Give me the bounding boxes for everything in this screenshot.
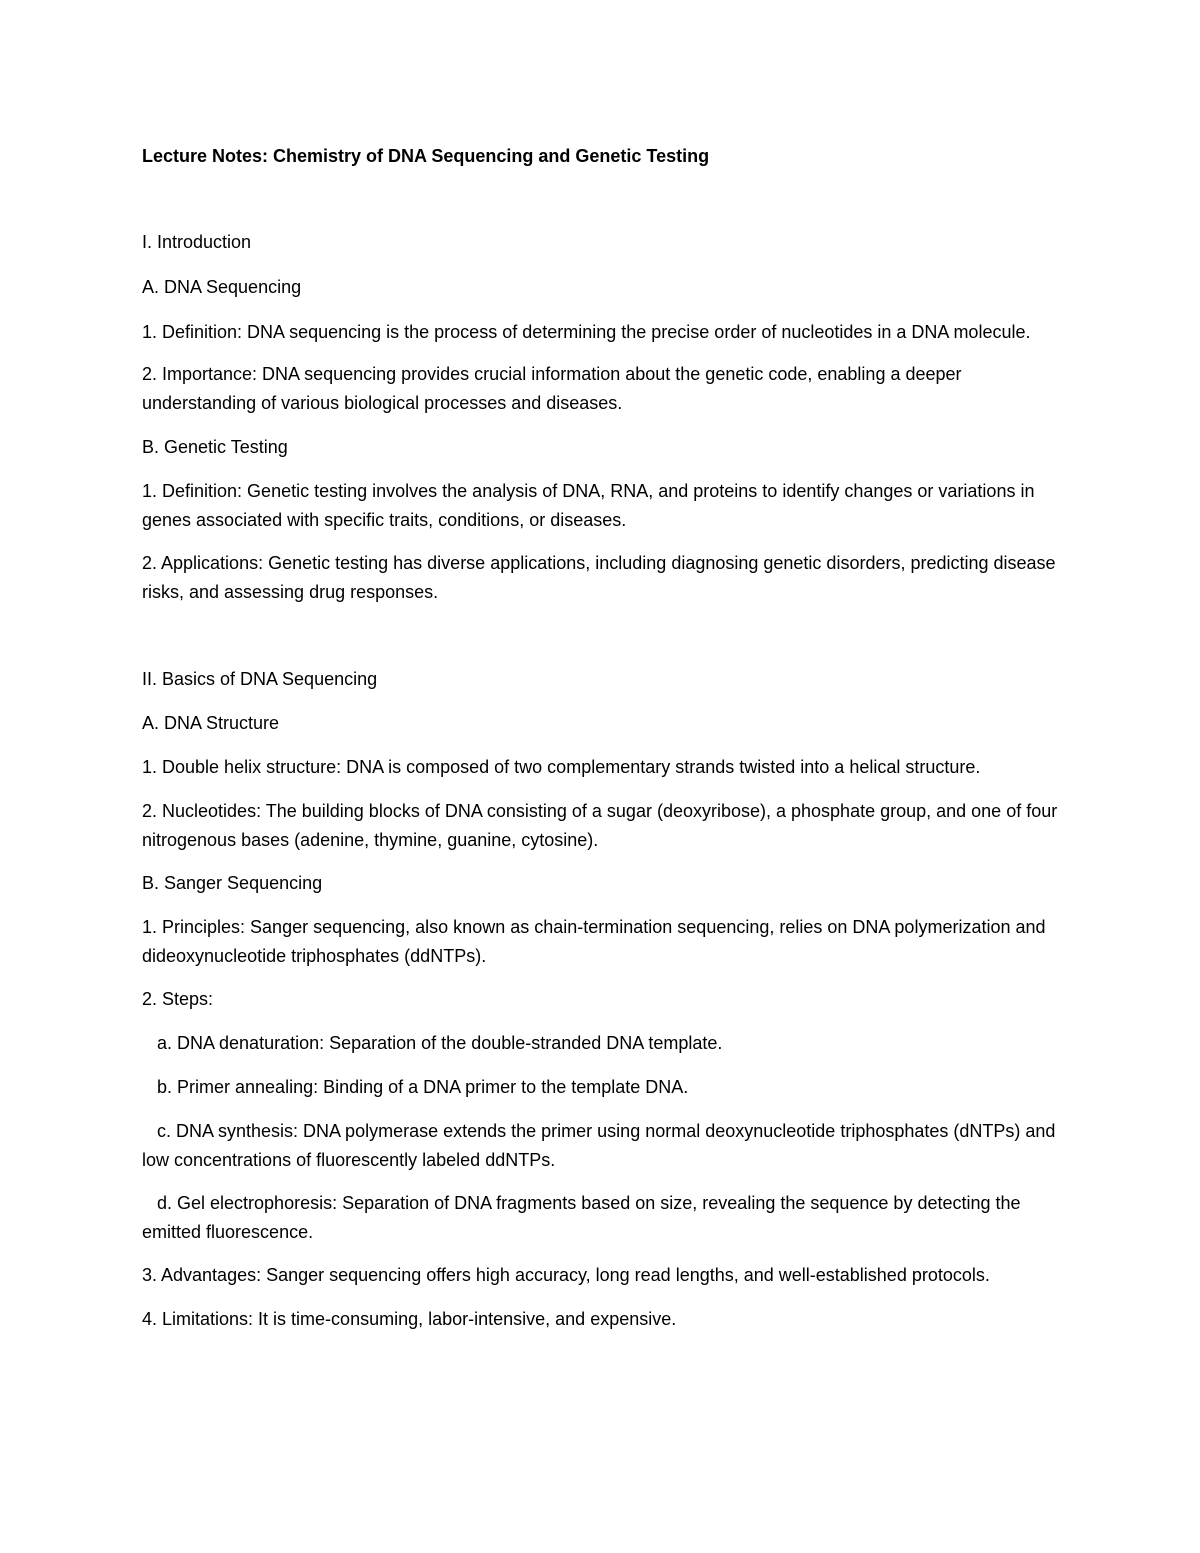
step-denaturation: a. DNA denaturation: Separation of the double-stranded DNA template. <box>157 1033 723 1053</box>
step-gel-electrophoresis: d. Gel electrophoresis: Separation of DNA fragments based on size, revealing the sequence by detecting the emitted fluorescence. <box>142 1193 1021 1242</box>
step-primer-annealing: b. Primer annealing: Binding of a DNA primer to the template DNA. <box>157 1077 689 1097</box>
document-body <box>142 142 1072 1334</box>
paragraph-sanger-steps: 2. Steps: <box>142 989 214 1009</box>
paragraph-sanger-advantages: 3. Advantages: Sanger sequencing offers high accuracy, long read lengths, and well-established protocols. <box>142 1265 990 1285</box>
subsection-heading-dna-sequencing: A. DNA Sequencing <box>142 277 302 297</box>
paragraph-dna-sequencing-definition: 1. Definition: DNA sequencing is the process of determining the precise order of nucleotides in a DNA molecule. <box>142 322 1031 342</box>
paragraph-sanger-principles: 1. Principles: Sanger sequencing, also known as chain-termination sequencing, relies on DNA polymerization and dideoxynucleotide triphosphates (ddNTPs). <box>142 917 1046 966</box>
paragraph-sanger-limitations: 4. Limitations: It is time-consuming, labor-intensive, and expensive. <box>142 1309 677 1329</box>
section-heading-basics: II. Basics of DNA Sequencing <box>142 669 378 689</box>
paragraph-dna-sequencing-importance: 2. Importance: DNA sequencing provides crucial information about the genetic code, enabling a deeper understanding of various biological processes and diseases. <box>142 364 962 413</box>
paragraph-nucleotides: 2. Nucleotides: The building blocks of DNA consisting of a sugar (deoxyribose), a phosphate group, and one of four nitrogenous bases (adenine, thymine, guanine, cytosine). <box>142 801 1058 850</box>
document-title: Lecture Notes: Chemistry of DNA Sequencing and Genetic Testing <box>142 146 710 166</box>
step-dna-synthesis: c. DNA synthesis: DNA polymerase extends the primer using normal deoxynucleotide triphosphates (dNTPs) and low concentrations of fluorescently labeled ddNTPs. <box>142 1121 1056 1170</box>
subsection-heading-dna-structure: A. DNA Structure <box>142 713 280 733</box>
section-heading-introduction: I. Introduction <box>142 232 252 252</box>
paragraph-genetic-testing-applications: 2. Applications: Genetic testing has diverse applications, including diagnosing genetic disorders, predicting disease risks, and assessing drug responses. <box>142 553 1056 602</box>
subsection-heading-genetic-testing: B. Genetic Testing <box>142 437 288 457</box>
paragraph-double-helix: 1. Double helix structure: DNA is composed of two complementary strands twisted into a helical structure. <box>142 757 981 777</box>
subsection-heading-sanger: B. Sanger Sequencing <box>142 873 323 893</box>
paragraph-genetic-testing-definition: 1. Definition: Genetic testing involves the analysis of DNA, RNA, and proteins to identify changes or variations in genes associated with specific traits, conditions, or diseases. <box>142 481 1035 530</box>
